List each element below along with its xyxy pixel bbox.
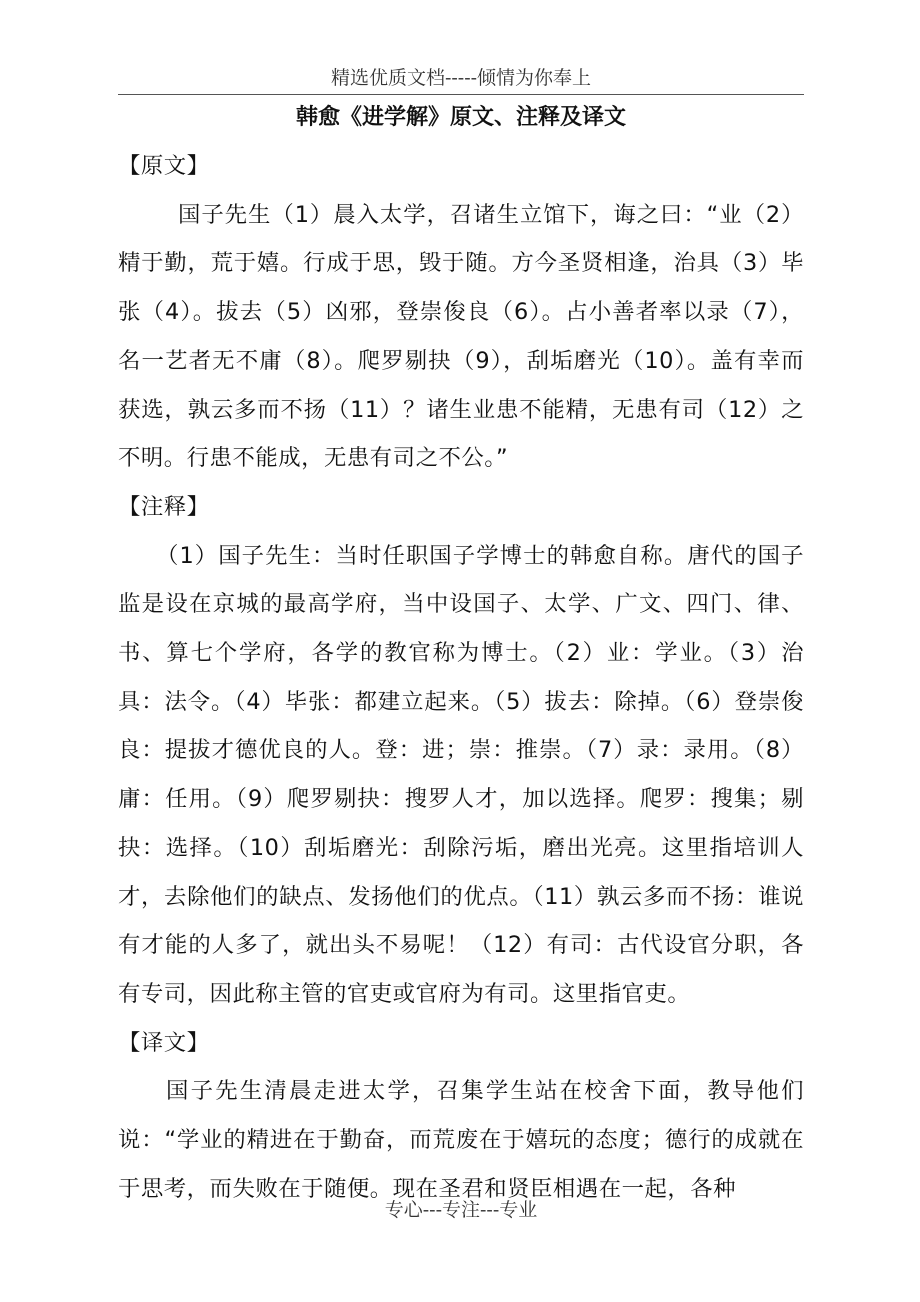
notes-heading: 【注释】: [118, 493, 210, 520]
page-header: 精选优质文档-----倾情为你奉上: [118, 62, 804, 95]
translation-text: 国子先生清晨走进太学，召集学生站在校舍下面，教导他们说：“学业的精进在于勤奋，而荒废在于嬉玩的态度；德行的成就在于思考，而失败在于随便。现在圣君和贤臣相遇在一起，各种: [118, 1078, 804, 1202]
original-text: 国子先生（1）晨入太学，召诸生立馆下，诲之曰：“业（2）精于勤，荒于嬉。行成于思，毁于随。方今圣贤相逢，治具（3）毕张（4）。拔去（5）凶邪，登崇俊良（6）。占小善者率以录（7），名一艺者无不庸（8）。爬罗剔抉（9），刮垢磨光（10）。盖有幸而获选，孰云多而不扬（11）？诸生业患不能精，无患有司（12）之不明。行患不能成，无患有司之不公。”: [118, 201, 804, 472]
original-heading: 【原文】: [118, 153, 210, 179]
notes-text: （1）国子先生：当时任职国子学博士的韩愈自称。唐代的国子监是设在京城的最高学府，当中设国子、太学、广文、四门、律、书、算七个学府，各学的教官称为博士。（2）业：学业。（3）治具：法令。（4）毕张：都建立起来。（5）拔去：除掉。（6）登崇俊良：提拔才德优良的人。登：进；崇：推崇。（7）录：录用。（8）庸：任用。（9）爬罗剔抉：搜罗人才，加以选择。爬罗：搜集；剔抉：选择。（10）刮垢磨光：刮除污垢，磨出光亮。这里指培训人才，去除他们的缺点、发扬他们的优点。（11）孰云多而不扬：谁说有才能的人多了，就出头不易呢！（12）有司：古代设官分职，各有专司，因此称主管的官吏或官府为有司。这里指官吏。: [118, 542, 804, 1007]
document-title: 韩愈《进学解》原文、注释及译文: [295, 105, 626, 130]
translation-heading: 【译文】: [118, 1029, 210, 1056]
document-body: [118, 142, 804, 1213]
page-footer: 专心---专注---专业: [384, 1199, 538, 1221]
